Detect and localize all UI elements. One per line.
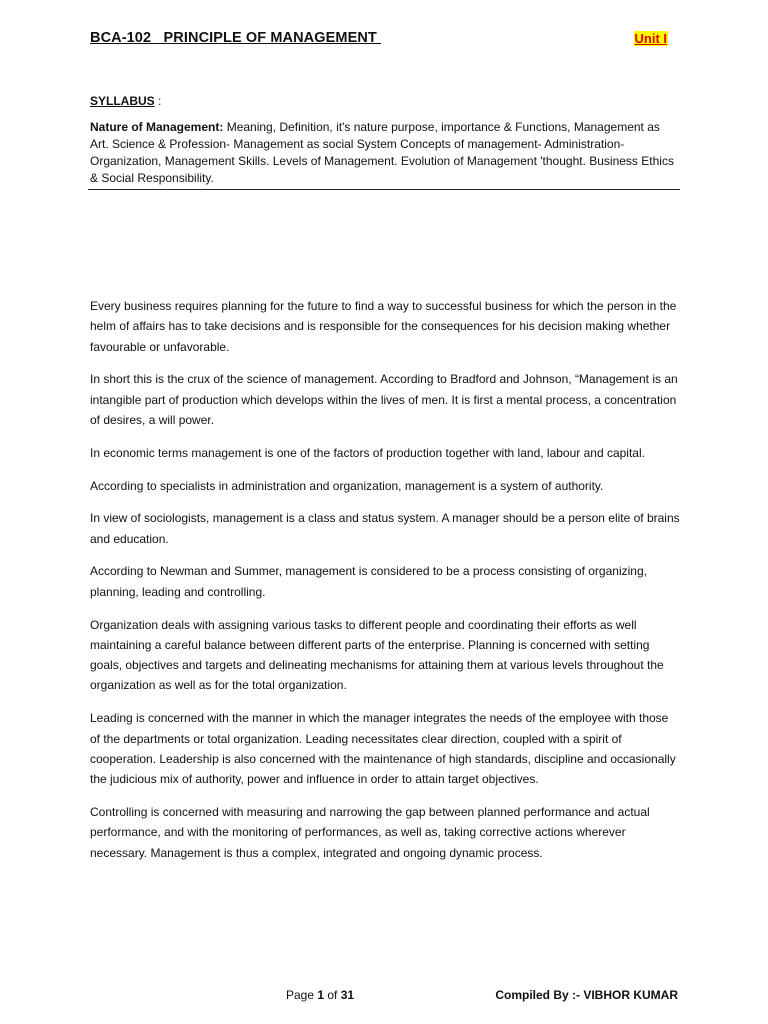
document-title: BCA-102 PRINCIPLE OF MANAGEMENT [90, 30, 382, 46]
body-paragraph: In view of sociologists, management is a class and status system. A manager should be a person elite of brains and education. [90, 511, 680, 546]
syllabus-topic-heading: Nature of Management: [90, 120, 224, 134]
body-paragraph: According to Newman and Summer, management is considered to be a process consisting of organizing, planning, leading and controlling. [90, 564, 647, 599]
section-divider [88, 189, 680, 190]
page-footer [0, 988, 768, 1008]
page-current: 1 [317, 988, 325, 1002]
body-paragraph: Controlling is concerned with measuring and narrowing the gap between planned performance and actual performance, and with the monitoring of performances, as well as, taking corrective actions wherever necessary. Management is thus a complex, integrated and ongoing dynamic process. [90, 804, 650, 860]
body-paragraph: Leading is concerned with the manner in which the manager integrates the needs of the employee with those of the departments or total organization. Leading necessitates clear direction, coupled with a spirit of cooperation. Leadership is also concerned with the maintenance of high standards, discipline and occasionally the judicious mix of authority, power and influence in order to attain target objectives. [90, 711, 676, 787]
body-paragraph: Organization deals with assigning various tasks to different people and coordinating their efforts as well maintaining a careful balance between different parts of the enterprise. Planning is concerned with setting goals, objectives and targets and delineating mechanisms for attaining them at various levels throughout the organization as well as for the total organization. [90, 617, 664, 693]
page-number [286, 988, 354, 1002]
syllabus-heading [90, 94, 161, 108]
body-paragraph: According to specialists in administration and organization, management is a system of authority. [90, 478, 604, 493]
page-total: 31 [340, 988, 355, 1002]
document-body [90, 296, 680, 875]
body-paragraph: In short this is the crux of the science of management. According to Bradford and Johnson, “Management is an intangible part of production which develops within the lives of men. It is first a mental process, a concentration of desires, a will power. [90, 372, 678, 427]
syllabus-label-suffix: : [154, 94, 162, 108]
syllabus-label: SYLLABUS [90, 94, 155, 108]
page-prefix: Page [286, 988, 318, 1002]
syllabus-content [90, 119, 678, 187]
compiled-by: Compiled By :- VIBHOR KUMAR [495, 988, 678, 1002]
page-header [90, 30, 668, 52]
page-of: of [324, 988, 341, 1002]
unit-badge: Unit I [634, 31, 667, 46]
body-paragraph: Every business requires planning for the future to find a way to successful business for which the person in the helm of affairs has to take decisions and is responsible for the consequences for his decision making whether favourable or unfavorable. [90, 299, 677, 354]
body-paragraph: In economic terms management is one of the factors of production together with land, labour and capital. [90, 445, 645, 460]
syllabus-topic-text: Meaning, Definition, it's nature purpose, importance & Functions, Management as Art. Science & Profession- Management as social System Concepts of management- Administration-Organization, Management Skills. Levels of Management. Evolution of Management 'thought. Business Ethics & Social Responsibility. [90, 120, 674, 185]
